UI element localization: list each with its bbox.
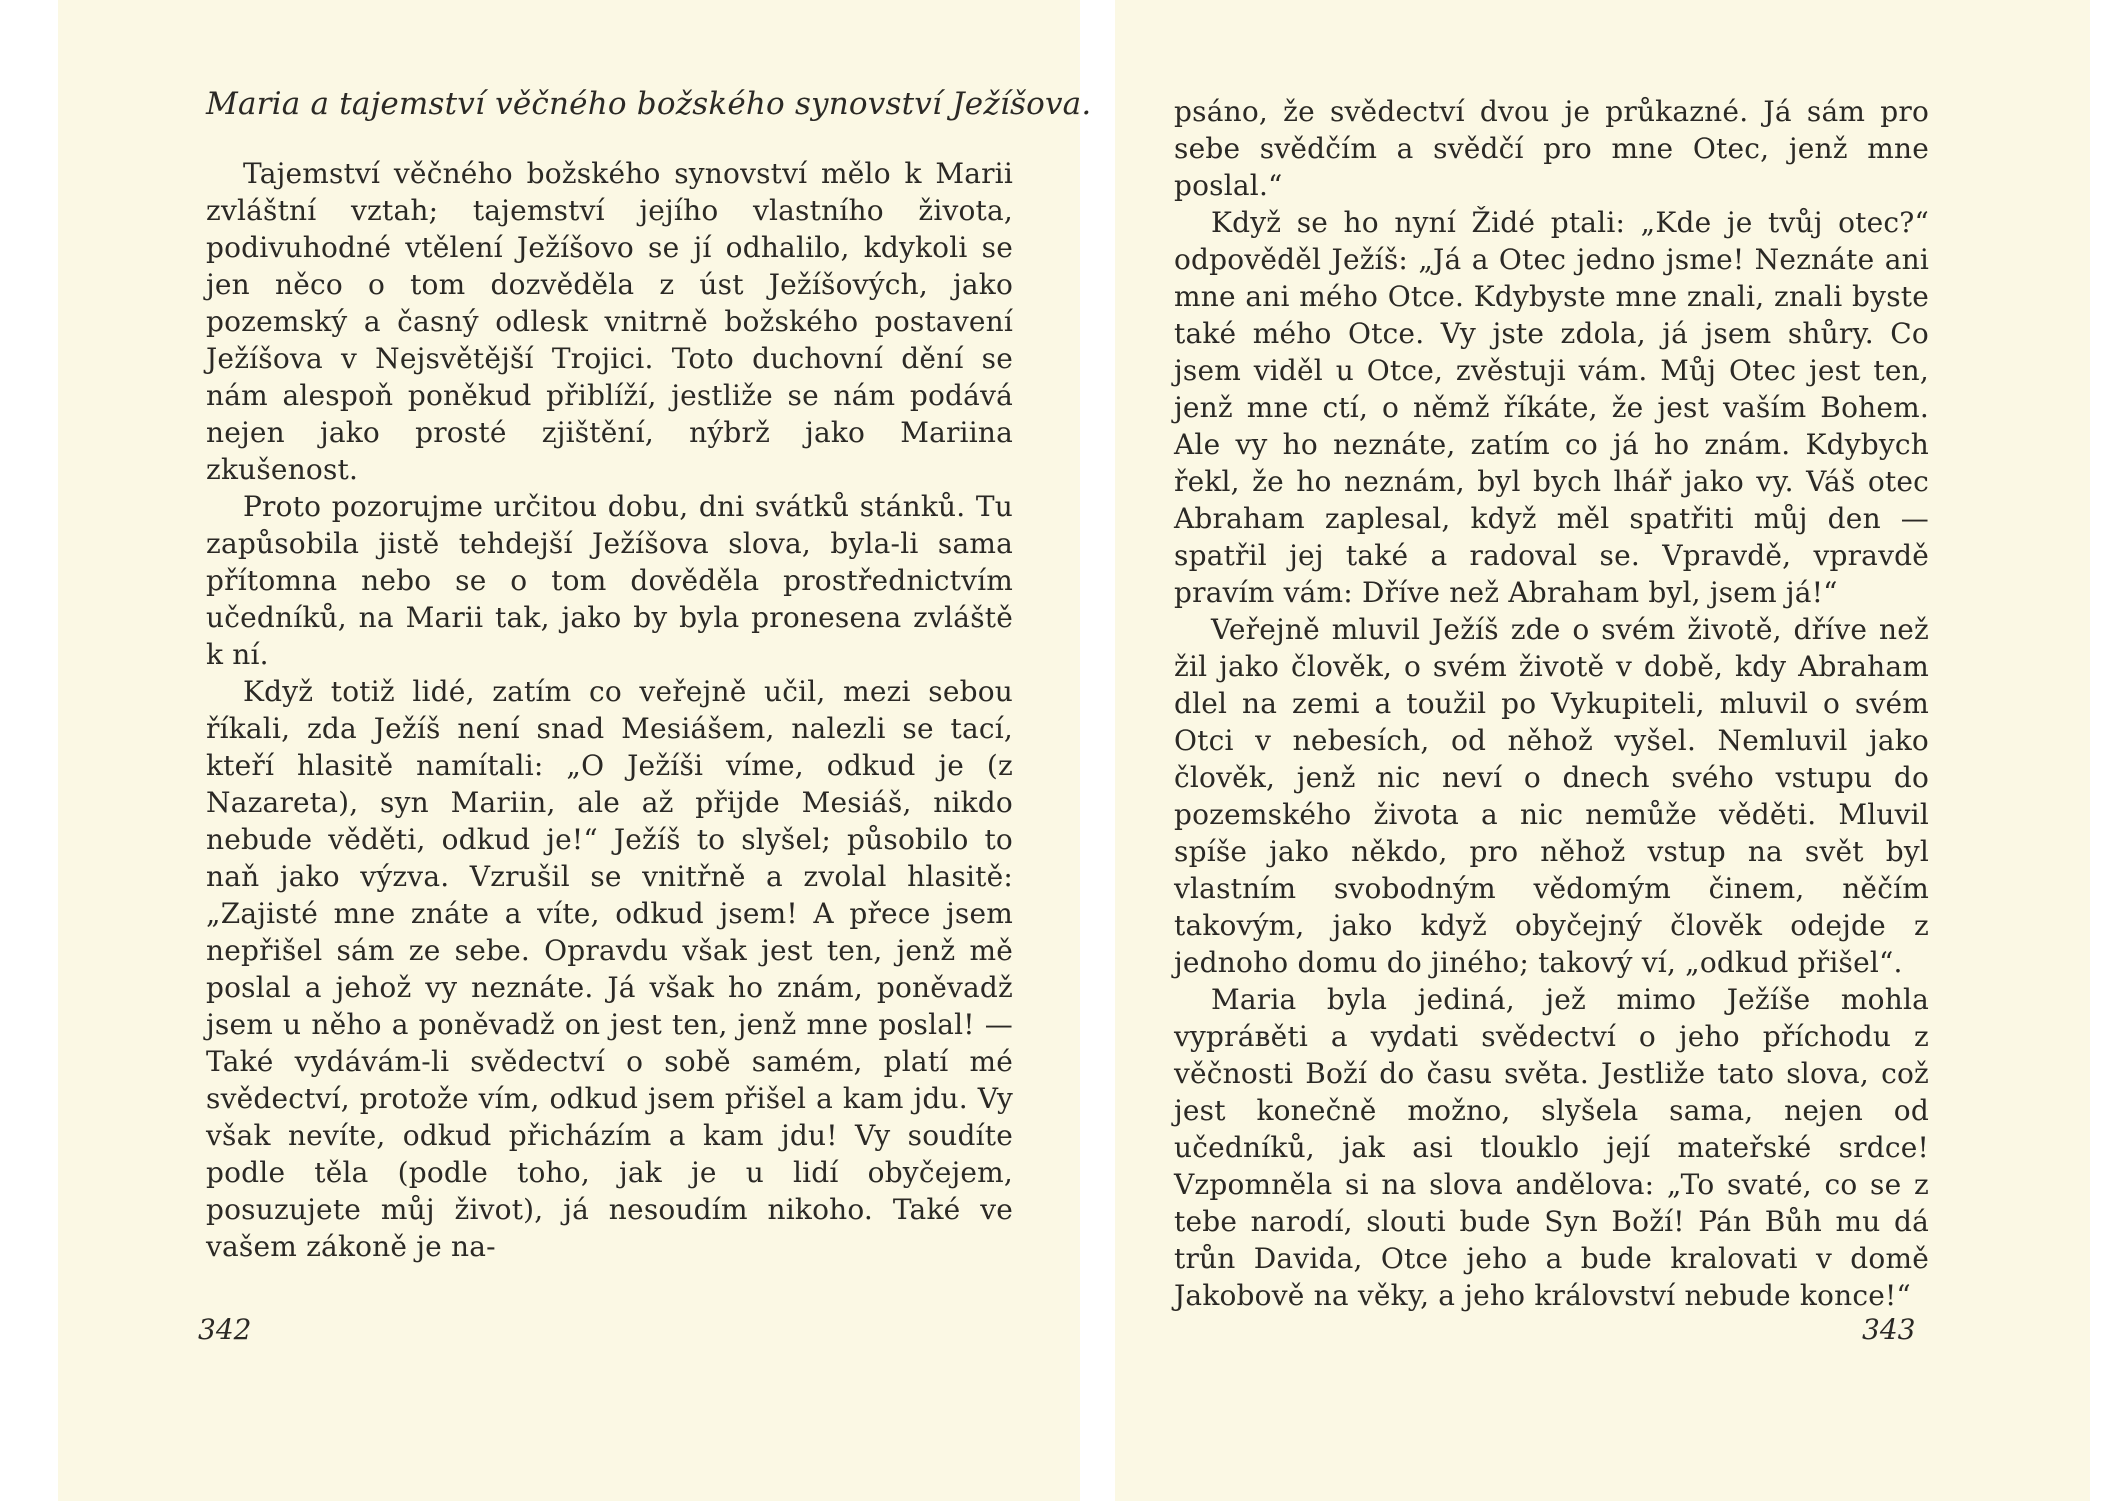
left-page [58,0,1092,1501]
chapter-heading: Maria a tajemství věčného božského synovství Ježíšova. [206,86,1092,122]
right-page [1115,0,2090,1501]
right-page-text [1174,93,1929,1314]
paragraph: Když totiž lidé, zatím co veřejně učil, mezi sebou říkali, zda Ježíš není snad Mesiášem, nalezli se tací, kteří hlasitě namítali: „O Ježíši víme, odkud je (z Nazareta), syn Mariin, ale až přijde Mesiáš, nikdo nebude vědětі, odkud je!“ Ježíš to slyšel; působilo to naň jako výzva. Vzrušil se vnitřně a zvolal hlasitě: „Zajisté mne znáte a víte, odkud jsem! A přece jsem nepřišel sám ze sebe. Opravdu však jest ten, jenž mě poslal a jehož vy neznáte. Já však ho znám, poněvadž jsem u něho a poněvadž on jest ten, jenž mne poslal! — Také vydávám-li svědectví o sobě samém, platí mé svědectví, protože vím, odkud jsem přišel a kam jdu. Vy však nevíte, odkud přicházím a kam jdu! Vy soudíte podle těla (podle toho, jak je u lidí obyčejem, posuzujete můj život), já nesoudím nikoho. Také ve vašem zákoně je na- [206,675,1013,1263]
paragraph: Maria byla jediná, jež mimo Ježíše mohla vypráвěti a vydati svědectví o jeho příchodu z věčnosti Boží do času světa. Jestliže tato slova, což jest konečně možno, slyšela sama, nejen od učedníků, jak asi tlouklo její mateřské srdce! Vzpomněla si na slova andělova: „To svaté, co se z tebe narodí, slouti bude Syn Boží! Pán Bůh mu dá trůn Davida, Otce jeho a bude kralovati v domě Jakobově na věky, a jeho království nebude konce!“ [1174,983,1929,1312]
paragraph: Tajemství věčného božského synovství mělo k Marii zvláštní vztah; tajemství jejího vlastního života, podivuhodné vtělení Ježíšovo se jí odhalilo, kdykoli se jen něco o tom dozvěděla z úst Ježíšových, jako pozemský a časný odlesk vnitrně božského postavení Ježíšova v Nejsvětější Trojici. Toto duchovní dění se nám alespoň poněkud přiblíží, jestliže se nám podává nejen jako prosté zjištění, nýbrž jako Mariina zkušenost. [206,157,1013,486]
page-number-left: 342 [198,1313,252,1346]
paragraph: psáno, že svědectví dvou je průkazné. Já sám pro sebe svědčím a svědčí pro mne Otec, jenž mne poslal.“ [1174,95,1929,202]
paragraph: Veřejně mluvil Ježíš zde o svém životě, dříve než žil jako člověk, o svém životě v době, kdy Abraham dlel na zemi a toužil po Vykupiteli, mluvil o svém Otci v nebesích, od něhož vyšel. Nemluvil jako člověk, jenž nic neví o dnech svého vstupu do pozemského života a nic nemůže věděti. Mluvil spíše jako někdo, pro něhož vstup na svět byl vlastním svobodným vědomým činem, něčím takovým, jako když obyčejný člověk odejde z jednoho domu do jiného; takový ví, „odkud přišel“. [1174,613,1929,979]
left-page-text [206,86,1092,1265]
paragraph: Proto pozorujme určitou dobu, dni svátků stánků. Tu zapůsobila jistě tehdejší Ježíšova slova, byla-li sama přítomna nebo se o tom dověděla prostřednictvím učedníků, na Marii tak, jako by byla pronesena zvláště k ní. [206,490,1013,671]
paragraph: Když se ho nyní Židé ptali: „Kde je tvůj otec?“ odpověděl Ježíš: „Já a Otec jedno jsme! Neznáte ani mne ani mého Otce. Kdybyste mne znali, znali byste také mého Otce. Vy jste zdola, já jsem shůry. Co jsem viděl u Otce, zvěstuji vám. Můj Otec jest ten, jenž mne ctí, o němž říkáte, že jest vaším Bohem. Ale vy ho neznáte, zatím co já ho znám. Kdybych řekl, že ho neznám, byl bych lhář jako vy. Váš otec Abraham zaplesal, když měl spatřiti můj den — spatřil jej také a radoval se. Vpravdě, vpravdě pravím vám: Dříve než Abraham byl, jsem já!“ [1174,206,1929,609]
page-number-right: 343 [1862,1313,1916,1346]
